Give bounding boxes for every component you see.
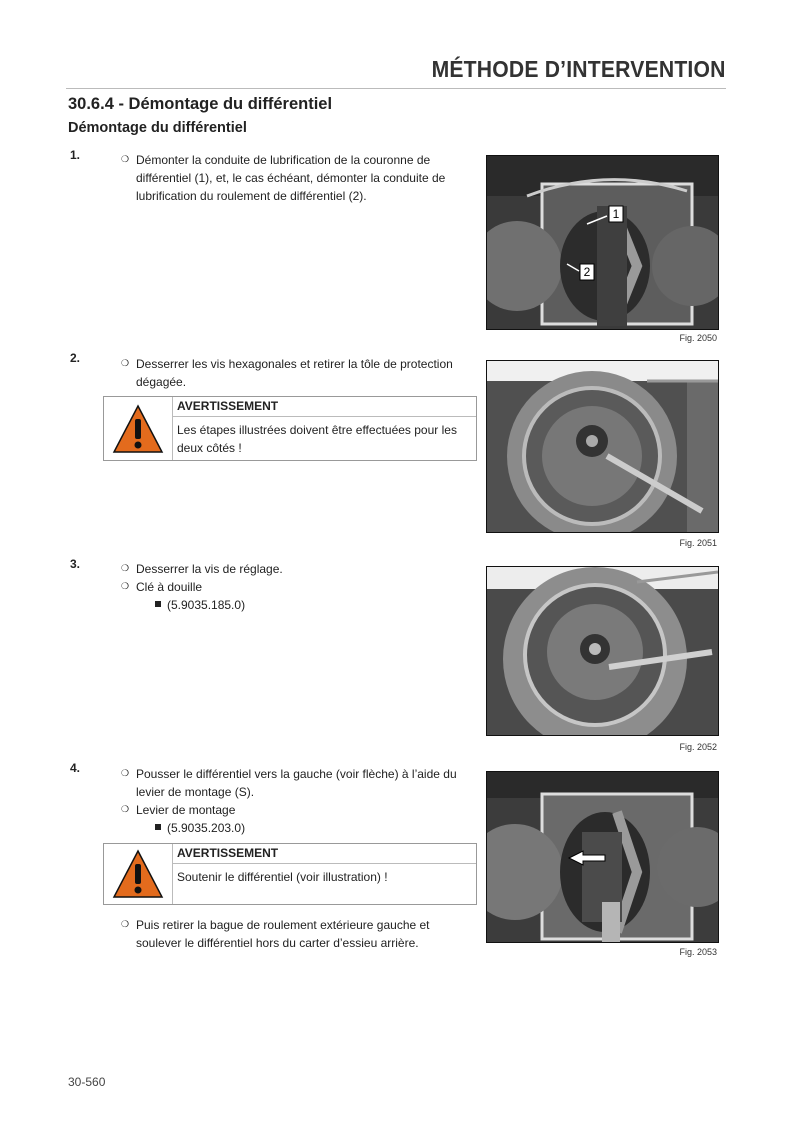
warning-title: AVERTISSEMENT: [173, 846, 476, 864]
differential-photo-4: [487, 772, 718, 942]
step-1-text: [121, 151, 476, 205]
step-2-number: 2.: [70, 351, 81, 365]
bullet-icon: ❍: [121, 768, 130, 778]
step-2-text: [121, 355, 476, 391]
figure-2052: [486, 566, 719, 736]
figure-2053-caption: Fig. 2053: [679, 947, 717, 957]
step-3-number: 3.: [70, 557, 81, 571]
section-title: 30.6.4 - Démontage du différentiel: [68, 95, 333, 113]
warning-triangle-icon: [104, 397, 173, 460]
figure-2051: [486, 360, 719, 533]
step-1-item: ❍ Démonter la conduite de lubrification de la couronne de différentiel (1), et, le cas échéant, démonter la conduite de lubrification du roulement de différentiel (2).: [121, 151, 476, 205]
callout-2: 2: [583, 265, 591, 279]
bullet-icon: ❍: [121, 563, 130, 573]
warning-box-step-4: [103, 843, 477, 905]
warning-title: AVERTISSEMENT: [173, 399, 476, 417]
warning-text: Soutenir le différentiel (voir illustration) !: [177, 870, 388, 884]
page-number: 30-560: [68, 1075, 106, 1089]
step-2-item: ❍ Desserrer les vis hexagonales et retirer la tôle de protection dégagée.: [121, 355, 476, 391]
step-3-item-1: ❍ Desserrer la vis de réglage.: [121, 560, 476, 578]
step-4-item-3: ❍ Puis retirer la bague de roulement extérieure gauche et soulever le différentiel hors du carter d’essieu arrière.: [121, 916, 476, 952]
step-1-number: 1.: [70, 148, 81, 162]
step-4-item-1: ❍ Pousser le différentiel vers la gauche (voir flèche) à l’aide du levier de montage (S).: [121, 765, 476, 801]
section-subtitle: Démontage du différentiel: [68, 120, 247, 136]
step-3-tool-number: (5.9035.185.0): [121, 596, 476, 614]
step-4-number: 4.: [70, 761, 81, 775]
figure-2053: [486, 771, 719, 943]
differential-photo-1: [487, 156, 718, 329]
bullet-icon: ❍: [121, 804, 130, 814]
differential-photo-2: [487, 361, 718, 532]
warning-triangle-icon: [104, 844, 173, 904]
bullet-icon: ❍: [121, 358, 130, 368]
figure-2052-caption: Fig. 2052: [679, 742, 717, 752]
warning-box-step-2: [103, 396, 477, 461]
bullet-icon: ❍: [121, 919, 130, 929]
page-header-title: MÉTHODE D’INTERVENTION: [431, 56, 726, 82]
callout-1: 1: [612, 207, 620, 221]
step-4-text-after: [121, 916, 476, 952]
header-rule: [66, 88, 726, 89]
step-4-text: [121, 765, 476, 837]
warning-text: Les étapes illustrées doivent être effectuées pour les deux côtés !: [177, 423, 457, 455]
step-4-item-2: ❍ Levier de montage: [121, 801, 476, 819]
step-4-tool-number: (5.9035.203.0): [121, 819, 476, 837]
differential-photo-3: [487, 567, 718, 735]
square-bullet-icon: [155, 601, 161, 607]
bullet-icon: ❍: [121, 154, 130, 164]
figure-2050-caption: Fig. 2050: [679, 333, 717, 343]
step-3-text: [121, 560, 476, 614]
figure-2050: [486, 155, 719, 330]
figure-2051-caption: Fig. 2051: [679, 538, 717, 548]
bullet-icon: ❍: [121, 581, 130, 591]
step-3-item-2: ❍ Clé à douille: [121, 578, 476, 596]
square-bullet-icon: [155, 824, 161, 830]
